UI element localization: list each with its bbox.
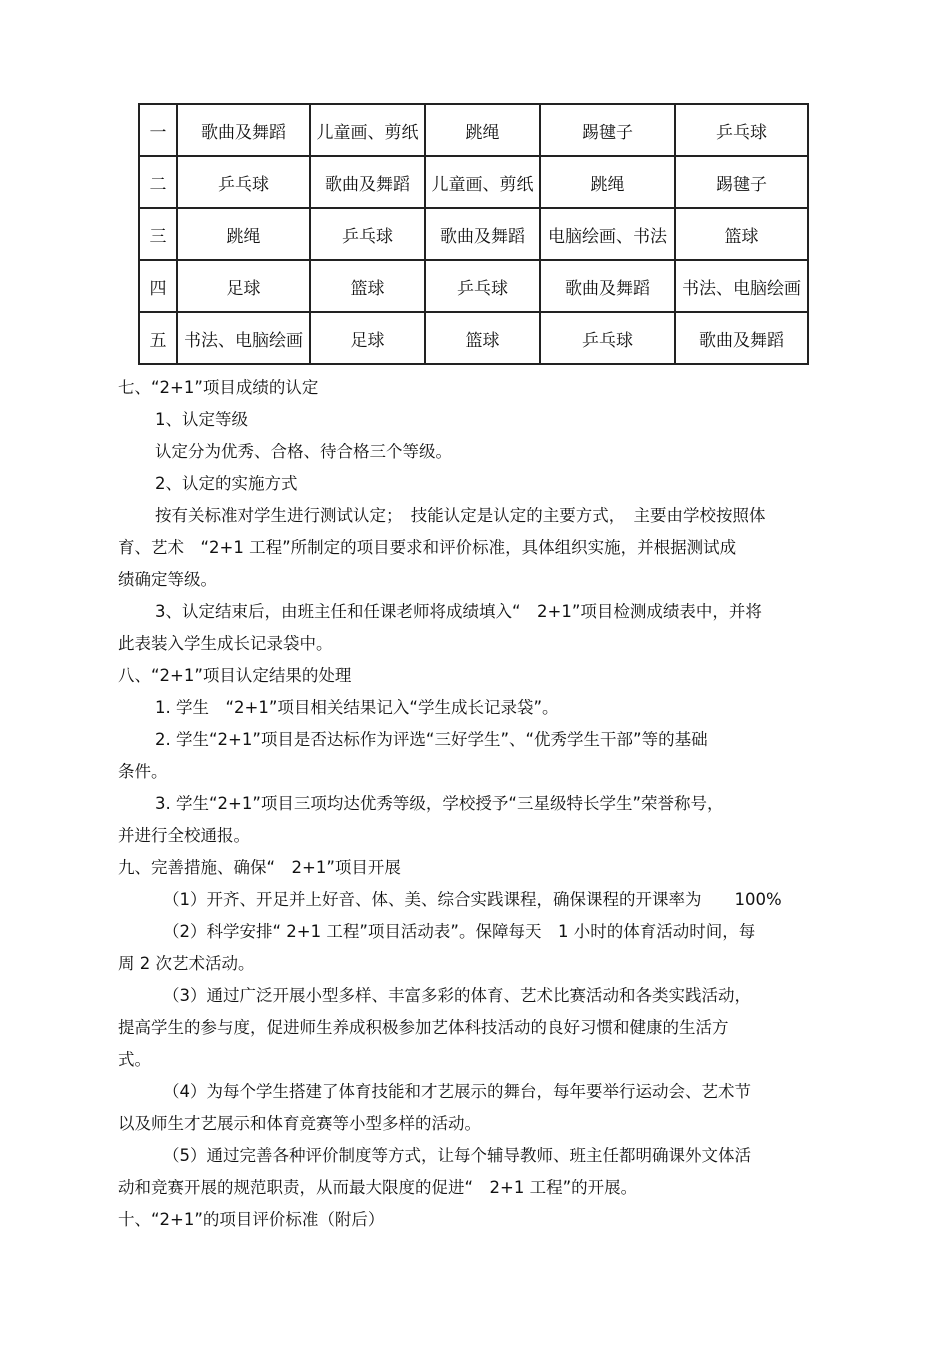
- paragraph-line: 3、认定结束后，由班主任和任课老师将成绩填入“ 2+1”项目检测成绩表中，并将: [155, 602, 762, 621]
- paragraph-line: （2）科学安排“ 2+1 工程”项目活动表”。保障每天 1 小时的体育活动时间，每: [163, 922, 756, 941]
- table-cell: 歌曲及舞蹈: [540, 260, 675, 312]
- table-cell: 乒乓球: [310, 208, 425, 260]
- paragraph-line: （4）为每个学生搭建了体育技能和才艺展示的舞台，每年要举行运动会、艺术节: [163, 1082, 751, 1101]
- table-row: [139, 260, 808, 312]
- table-row: [139, 312, 808, 364]
- table-cell: 乒乓球: [177, 156, 310, 208]
- paragraph-line: 提高学生的参与度，促进师生养成积极参加艺体科技活动的良好习惯和健康的生活方: [118, 1018, 729, 1037]
- paragraph-line: （5）通过完善各种评价制度等方式，让每个辅导教师、班主任都明确课外文体活: [163, 1146, 751, 1165]
- table-cell: 踢毽子: [675, 156, 808, 208]
- subheading: 1、认定等级: [155, 410, 248, 429]
- table-cell: 足球: [310, 312, 425, 364]
- paragraph-line: （3）通过广泛开展小型多样、丰富多彩的体育、艺术比赛活动和各类实践活动，: [163, 986, 751, 1005]
- row-header: 二: [139, 156, 177, 208]
- paragraph-line: 周 2 次艺术活动。: [118, 954, 255, 973]
- table-cell: 踢毽子: [540, 104, 675, 156]
- paragraph-line: 按有关标准对学生进行测试认定； 技能认定是认定的主要方式， 主要由学校按照体: [155, 506, 766, 525]
- paragraph-line: 此表装入学生成长记录袋中。: [118, 634, 333, 653]
- paragraph-line: 3. 学生“2+1”项目三项均达优秀等级，学校授予“三星级特长学生”荣誉称号，: [155, 794, 724, 813]
- section-heading: 九、完善措施、确保“ 2+1”项目开展: [118, 858, 401, 877]
- row-header: 一: [139, 104, 177, 156]
- table-cell: 电脑绘画、书法: [540, 208, 675, 260]
- paragraph-line: 认定分为优秀、合格、待合格三个等级。: [155, 442, 452, 461]
- paragraph-line: 动和竞赛开展的规范职责，从而最大限度的促进“ 2+1 工程”的开展。: [118, 1178, 638, 1197]
- table-cell: 书法、电脑绘画: [675, 260, 808, 312]
- paragraph-line: 绩确定等级。: [118, 570, 217, 589]
- table-row: [139, 104, 808, 156]
- table-cell: 歌曲及舞蹈: [675, 312, 808, 364]
- paragraph-line: 式。: [118, 1050, 151, 1069]
- table-cell: 足球: [177, 260, 310, 312]
- table-cell: 跳绳: [425, 104, 540, 156]
- paragraph-line: 以及师生才艺展示和体育竞赛等小型多样的活动。: [118, 1114, 481, 1133]
- table-cell: 儿童画、剪纸: [310, 104, 425, 156]
- table-cell: 跳绳: [177, 208, 310, 260]
- table-cell: 乒乓球: [540, 312, 675, 364]
- paragraph-line: 条件。: [118, 762, 168, 781]
- table-cell: 歌曲及舞蹈: [425, 208, 540, 260]
- section-heading: 十、“2+1”的项目评价标准（附后）: [118, 1210, 385, 1229]
- table-cell: 乒乓球: [425, 260, 540, 312]
- subheading: 2、认定的实施方式: [155, 474, 298, 493]
- row-header: 四: [139, 260, 177, 312]
- table-cell: 篮球: [425, 312, 540, 364]
- schedule-table: [138, 103, 809, 365]
- table-cell: 篮球: [310, 260, 425, 312]
- table-cell: 歌曲及舞蹈: [310, 156, 425, 208]
- paragraph-line: 并进行全校通报。: [118, 826, 250, 845]
- table-cell: 跳绳: [540, 156, 675, 208]
- paragraph-line: 育、艺术 “2+1 工程”所制定的项目要求和评价标准，具体组织实施，并根据测试成: [118, 538, 737, 557]
- table-cell: 乒乓球: [675, 104, 808, 156]
- row-header: 五: [139, 312, 177, 364]
- table-cell: 书法、电脑绘画: [177, 312, 310, 364]
- table-row: [139, 156, 808, 208]
- paragraph-line: （1）开齐、开足并上好音、体、美、综合实践课程，确保课程的开课率为 100%: [163, 890, 782, 909]
- table-row: [139, 208, 808, 260]
- paragraph-line: 1. 学生 “2+1”项目相关结果记入“学生成长记录袋”。: [155, 698, 559, 717]
- section-heading: 八、“2+1”项目认定结果的处理: [118, 666, 352, 685]
- row-header: 三: [139, 208, 177, 260]
- section-heading: 七、“2+1”项目成绩的认定: [118, 378, 319, 397]
- paragraph-line: 2. 学生“2+1”项目是否达标作为评选“三好学生”、“优秀学生干部”等的基础: [155, 730, 708, 749]
- table-cell: 篮球: [675, 208, 808, 260]
- table-cell: 儿童画、剪纸: [425, 156, 540, 208]
- table-cell: 歌曲及舞蹈: [177, 104, 310, 156]
